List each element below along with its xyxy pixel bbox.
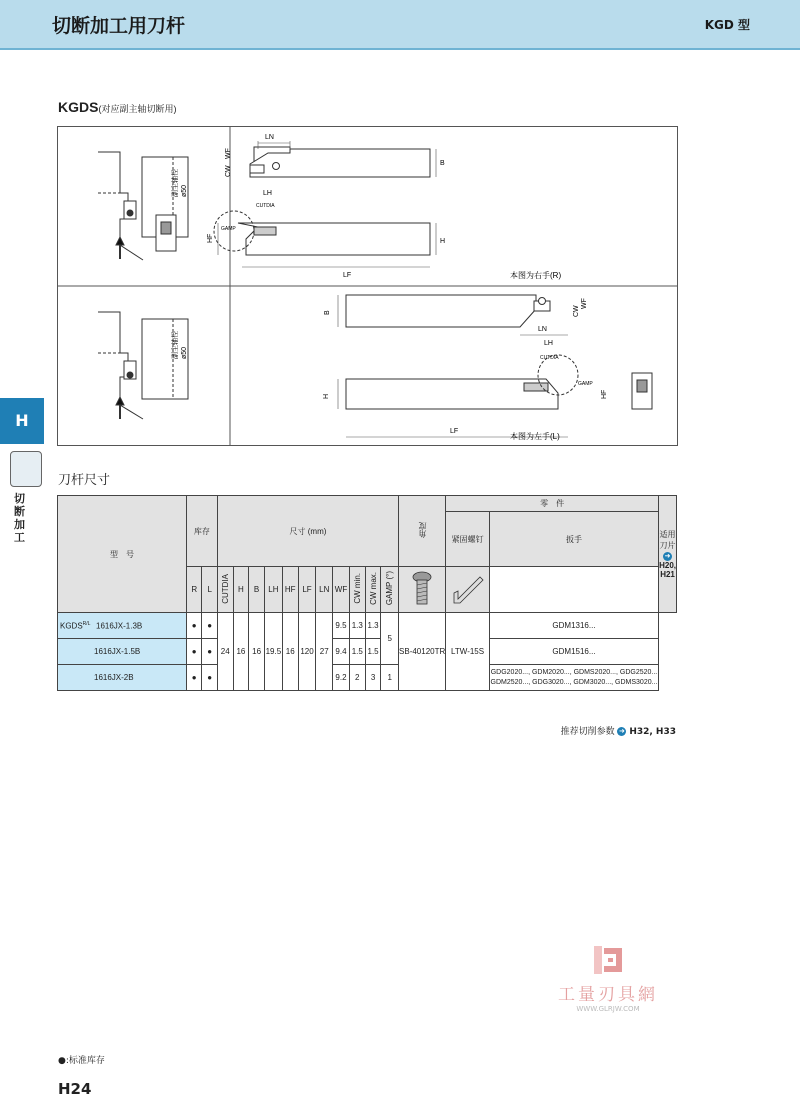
spindle-label-top: 副主轴径: [172, 169, 179, 197]
dim-gamp-r: GAMP: [221, 226, 236, 232]
inserts-ref[interactable]: ➜ H20, H21: [659, 552, 676, 579]
recommend-pages: H32, H33: [629, 727, 676, 737]
page-header: [0, 0, 800, 50]
watermark-logo-icon: [588, 944, 628, 976]
model-label: KGD 型: [704, 18, 750, 32]
col-b: B: [249, 567, 265, 613]
section-tab[interactable]: H: [0, 398, 44, 444]
col-hf: HF: [282, 567, 298, 613]
stock-l: ●: [202, 613, 217, 639]
hf-value: 16: [282, 613, 298, 691]
col-wf: WF: [333, 567, 350, 613]
header-wrench: 扳手: [489, 512, 658, 567]
model-name: 1616JX-1.3B: [96, 621, 143, 631]
table-row: [58, 613, 187, 639]
dim-cw-r: CW: [225, 165, 232, 177]
caption-left: 本图为左手(L): [510, 432, 560, 441]
dim-lf-r: LF: [343, 272, 352, 279]
gamp-value: 5: [381, 613, 399, 665]
wf-value: 9.4: [333, 639, 350, 665]
arrow-right-icon: ➜: [664, 552, 671, 560]
header-model: 型 号: [58, 496, 187, 613]
dim-wf-l: WF: [581, 298, 588, 309]
col-l: L: [202, 567, 217, 613]
recommend-ref[interactable]: [561, 724, 676, 737]
dim-b-r: B: [440, 160, 445, 167]
dim-cw-l: CW: [573, 305, 580, 317]
recommend-label: 推荐切削参数: [560, 727, 615, 737]
dim-cutdia-r: CUTDIA: [256, 203, 275, 209]
stock-symbol: ●: [58, 1056, 66, 1066]
stock-l: ●: [202, 639, 217, 665]
stock-l: ●: [202, 665, 217, 691]
dim-wf-r: WF: [225, 148, 232, 159]
dim-cutdia-l: CUTDIA: [540, 355, 559, 361]
dim-ln-r: LN: [265, 134, 274, 141]
header-angle: 角度: [399, 496, 446, 567]
header-stock: 库存: [186, 496, 217, 567]
ln-value: 27: [316, 613, 333, 691]
insert-value: GDG2020..., GDM2020..., GDMS2020..., GDG2520... GDM2520..., GDG3020..., GDM3020..., GDMS3020...: [489, 665, 658, 691]
cwmin-value: 1.5: [349, 639, 365, 665]
section-subtitle: (对应副主轴切断用): [98, 104, 177, 114]
model-name: 1616JX-2B: [94, 673, 134, 682]
page-number: H24: [58, 1080, 92, 1098]
caption-right: 本图为右手(R): [510, 271, 562, 280]
phi-label-bottom: ø50: [181, 346, 188, 359]
cwmax-value: 1.5: [365, 639, 381, 665]
side-label: 切断加工: [14, 492, 25, 544]
insert-value: GDM1316...: [489, 613, 658, 639]
watermark: [538, 944, 678, 1014]
dim-h-l: H: [323, 393, 330, 399]
dim-gamp-l: GAMP: [578, 381, 593, 387]
dim-lf-l: LF: [450, 428, 459, 435]
screw-value: SB-40120TR: [399, 613, 446, 691]
dim-hf-r: HF: [207, 233, 214, 243]
stock-r: ●: [186, 639, 202, 665]
tool-diagram: [57, 126, 678, 446]
col-gamp: GAMP (°): [381, 567, 399, 613]
screw-icon: [399, 567, 446, 613]
model-name: 1616JX-1.5B: [94, 647, 141, 656]
section-code: KGDS: [58, 99, 99, 115]
wrench-value: LTW-15S: [446, 613, 490, 691]
dim-h-r: H: [440, 238, 446, 245]
section-title: [58, 99, 176, 115]
holder-r: [156, 149, 430, 255]
table-row: [58, 665, 187, 691]
wf-value: 9.5: [333, 613, 350, 639]
wf-value: 9.2: [333, 665, 350, 691]
header-screw: 紧固螺钉: [446, 512, 490, 567]
table-title: 刀杆尺寸: [58, 473, 111, 488]
insert-value: GDM1516...: [489, 639, 658, 665]
dim-lh-r: LH: [263, 190, 272, 197]
watermark-text: 工量刃具網: [558, 985, 658, 1005]
col-ln: LN: [316, 567, 333, 613]
tool-diagram-svg: [58, 127, 677, 445]
lf-value: 120: [298, 613, 316, 691]
col-lh: LH: [264, 567, 282, 613]
spec-table: [57, 495, 677, 691]
stock-r: ●: [186, 613, 202, 639]
phi-label-top: ø50: [181, 184, 188, 197]
col-r: R: [186, 567, 202, 613]
arrow-right-icon: ➜: [619, 727, 625, 735]
footnote-text: :标准库存: [65, 1056, 105, 1066]
col-cwmin: CW min.: [349, 567, 365, 613]
col-cwmax: CW max.: [365, 567, 381, 613]
wrench-icon: [446, 567, 490, 613]
col-h: H: [233, 567, 249, 613]
table-row: [58, 639, 187, 665]
spindle-label-bottom: 副主轴径: [172, 331, 179, 359]
lh-value: 19.5: [264, 613, 282, 691]
spindle-schematic-bottom: [98, 312, 188, 419]
dim-b-l: B: [324, 310, 331, 315]
cutoff-tool-icon: [10, 451, 42, 487]
header-parts: 零 件: [446, 496, 659, 512]
dim-ln-l: LN: [538, 326, 547, 333]
header-inserts: [659, 496, 677, 613]
cwmax-value: 1.3: [365, 613, 381, 639]
stock-r: ●: [186, 665, 202, 691]
watermark-url: WWW.GLRJW.COM: [576, 1005, 640, 1013]
page-title: 切断加工用刀杆: [52, 15, 186, 37]
col-lf: LF: [298, 567, 316, 613]
inserts-label: 适用刀片: [659, 530, 676, 551]
gamp-value: 1: [381, 665, 399, 691]
cwmin-value: 1.3: [349, 613, 365, 639]
series-code: $KGDS^{R/L}$: [60, 620, 91, 631]
h-value: 16: [233, 613, 249, 691]
header-dims: 尺寸 (mm): [217, 496, 398, 567]
cwmin-value: 2: [349, 665, 365, 691]
footnote: [58, 1053, 105, 1066]
col-cutdia: CUTDIA: [217, 567, 233, 613]
dim-hf-l: HF: [601, 389, 608, 399]
dim-lh-l: LH: [544, 340, 553, 347]
cutdia-value: 24: [217, 613, 233, 691]
cwmax-value: 3: [365, 665, 381, 691]
b-value: 16: [249, 613, 265, 691]
